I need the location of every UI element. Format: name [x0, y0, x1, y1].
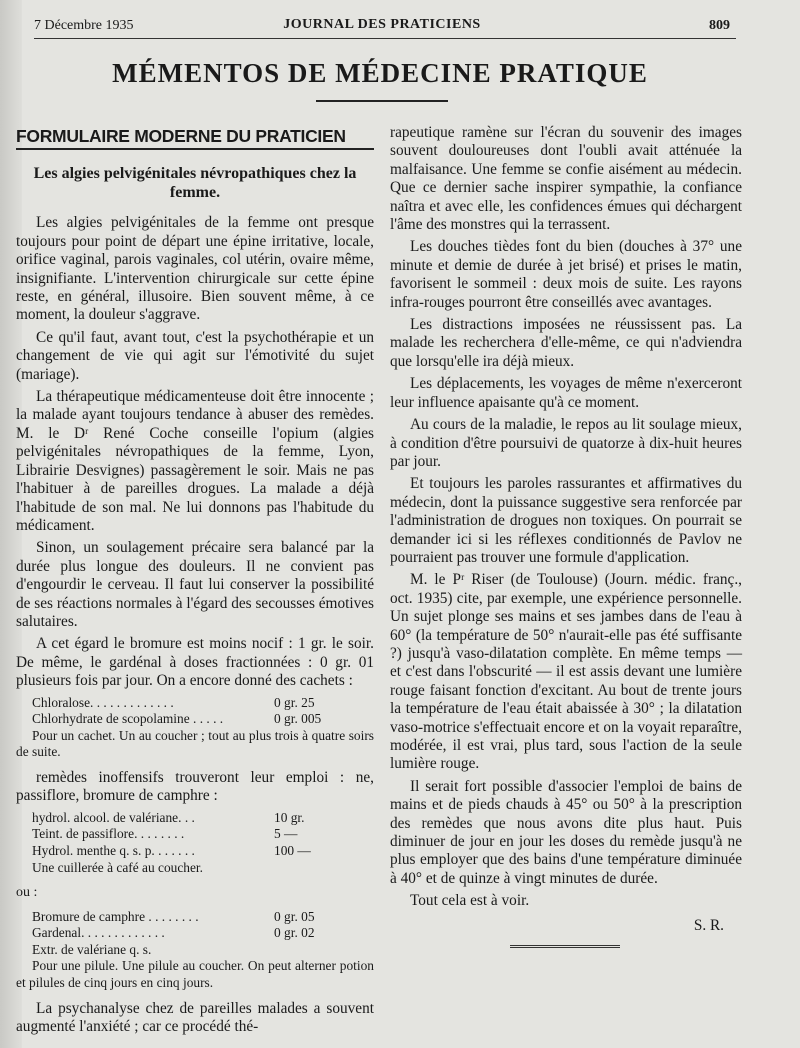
drug-name: Gardenal. . . . . . . . . . . . . [32, 925, 165, 941]
right-column [390, 124, 742, 948]
issue-date: 7 Décembre 1935 [34, 18, 134, 33]
drug-name: Extr. de valériane q. s. [32, 941, 152, 957]
journal-name: JOURNAL DES PRATICIENS [283, 17, 481, 32]
prescription-line [16, 810, 374, 827]
author-signature: S. R. [693, 916, 724, 934]
paragraph: Les déplacements, les voyages de même n'exerceront leur influence apaisante qu'à ce moment. [390, 375, 742, 411]
alternative-marker: ou : [16, 885, 38, 901]
paragraph: M. le Pʳ Riser (de Toulouse) (Journ. médic. franç., oct. 1935) cite, par exemple, une expérience personnelle. Un sujet plonge ses mains et ses jambes dans de l'eau à 60° (la température de 50° n'aurait-elle pas été suffisante ?) jusqu'à vaso-dilatation complète. En même temps — et c'est dans l'obscurité — il est assis devant une lumière rouge faisant fonction d'excitant. Au bout de trente jours la température de l'eau était abaissée à 30° ; la dilatation vaso-motrice s'effectuait encore et on la voyait reparaître, modérée, il est vrai, plus tard, sous l'action de la seule lumière rouge. [390, 571, 742, 773]
paragraph: Ce qu'il faut, avant tout, c'est la psychothérapie et un changement de vie qui agit sur l'émotivité du sujet (mariage). [16, 328, 374, 383]
end-rule [510, 945, 620, 948]
prescription-line [16, 826, 374, 843]
paragraph: La psychanalyse chez de pareilles malades a souvent augmenté l'anxiété ; car ce procédé thé- [16, 999, 374, 1035]
paragraph: Sinon, un soulagement précaire sera balancé par la durée plus longue des douleurs. Il ne convient pas d'engourdir le cerveau. Il faut lui conserver la possibilité de ses réactions normales à l'égard des secousses émotives salutaires. [16, 539, 374, 630]
prescription-line [16, 843, 374, 860]
drug-name: Hydrol. menthe q. s. p. . . . . . . [32, 842, 195, 858]
title-rule [316, 100, 448, 102]
prescription-note: Une cuillerée à café au coucher. [32, 859, 203, 875]
paragraph: Tout cela est à voir. [410, 892, 530, 910]
article-title: Les algies pelvigénitales névropathiques chez la femme. [33, 165, 357, 202]
paragraph: Au cours de la maladie, le repos au lit soulage mieux, à condition d'être poursuivi de quatorze à dix-huit heures par jour. [390, 416, 742, 470]
drug-name: Teint. de passiflore. . . . . . . . [32, 826, 185, 842]
page-number: 809 [709, 18, 730, 33]
prescription-line [16, 695, 374, 712]
rubric-title: FORMULAIRE MODERNE DU PRATICIEN [16, 126, 346, 146]
drug-name: Chlorhydrate de scopolamine . . . . . [32, 711, 224, 727]
prescription-line [16, 942, 374, 959]
drug-name: Bromure de camphre . . . . . . . . [32, 908, 199, 924]
running-head [34, 14, 730, 38]
prescription-potion [16, 810, 374, 876]
header-rule [34, 38, 736, 39]
drug-dose: 10 gr. [274, 809, 305, 825]
paragraph: rapeutique ramène sur l'écran du souvenir des images souvent douloureuses dont l'oubli avait atténuée la malfaisance. Une femme se confie aisément au médecin. Que ce dernier sache inspirer sympathie, la confiance naîtra et avec elle, les confidences émues qui déchargent l'âme des monstres qui la terrassent. [390, 124, 742, 234]
prescription-pilule [16, 909, 374, 992]
drug-name: hydrol. alcool. de valériane. . . [32, 809, 195, 825]
prescription-line [16, 909, 374, 926]
paragraph: Il serait fort possible d'associer l'emploi de bains de mains et de pieds chauds à 45° ou 50° à la prescription des remèdes que nous avons dite plus haut. Puis diminuer de jour en jour les doses du remède jusqu'à ne plus employer que des bains d'une température diminuée à 40° et de quinze à vingt minutes de durée. [390, 777, 742, 887]
prescription-note: Pour une pilule. Une pilule au coucher. On peut alterner potion et pilules de cinq jours en cinq jours. [16, 958, 374, 990]
paragraph: A cet égard le bromure est moins nocif : 1 gr. le soir. De même, le gardénal à doses fractionnées : 0 gr. 01 plusieurs fois par jour. On a encore donné des cachets : [16, 635, 374, 690]
drug-dose: 0 gr. 05 [274, 908, 315, 924]
drug-dose: 0 gr. 005 [274, 711, 322, 727]
paragraph: Les algies pelvigénitales de la femme ont presque toujours pour point de départ une épine irritative, locale, orifice vaginal, parois vaginales, col utérin, ovaire même, insignifiante. L'intervention chirurgicale sur cette épine reste, en général, illusoire. Bien souvent même, à ce moment, la douleur s'aggrave. [16, 214, 374, 324]
prescription-cachet [16, 695, 374, 761]
section-title: MÉMENTOS DE MÉDECINE PRATIQUE [112, 58, 648, 88]
drug-dose: 0 gr. 02 [274, 925, 315, 941]
prescription-note: Pour un cachet. Un au coucher ; tout au plus trois à quatre soirs de suite. [16, 727, 374, 760]
paragraph: remèdes inoffensifs trouveront leur emploi : ne, passiflore, bromure de camphre : [16, 768, 374, 805]
drug-dose [274, 942, 374, 959]
paragraph: Les distractions imposées ne réussissent pas. La malade les recherchera d'elle-même, ce qui n'adviendra que lorsqu'elle ira déjà mieux. [390, 316, 742, 370]
drug-dose: 100 — [274, 842, 311, 858]
rubric-rule [16, 148, 374, 150]
prescription-line [16, 925, 374, 942]
paragraph: Les douches tièdes font du bien (douches à 37° une minute et demie de durée à jet brisé) et prises le matin, favorisent le sommeil : deux mois de suite. Les rayons infra-rouges pourront être conseillés avec avantages. [390, 238, 742, 311]
left-column [16, 124, 374, 1040]
prescription-line [16, 711, 374, 728]
drug-name: Chloralose. . . . . . . . . . . . . [32, 694, 174, 710]
drug-dose: 5 — [274, 826, 298, 842]
drug-dose: 0 gr. 25 [274, 694, 315, 710]
paragraph: Et toujours les paroles rassurantes et affirmatives du médecin, dont la puissance suggestive sera renforcée par l'administration de drogues non toxiques. On pourrait se demander ici si les réflexes conditionnés de Pavlov ne pourraient pas trouver une formule d'application. [390, 475, 742, 566]
paragraph: La thérapeutique médicamenteuse doit être innocente ; la malade ayant toujours tendance à abuser des remèdes. M. le Dʳ René Coche conseille l'opium (algies pelvigénitales névropathiques de la femme, Lyon, Librairie Desvignes) passagèrement le soir. Mais ne pas l'habituer à de pareilles drogues. La malade a déjà l'habitude de son mal. Ne lui donnons pas l'habitude du médicament. [16, 388, 374, 534]
